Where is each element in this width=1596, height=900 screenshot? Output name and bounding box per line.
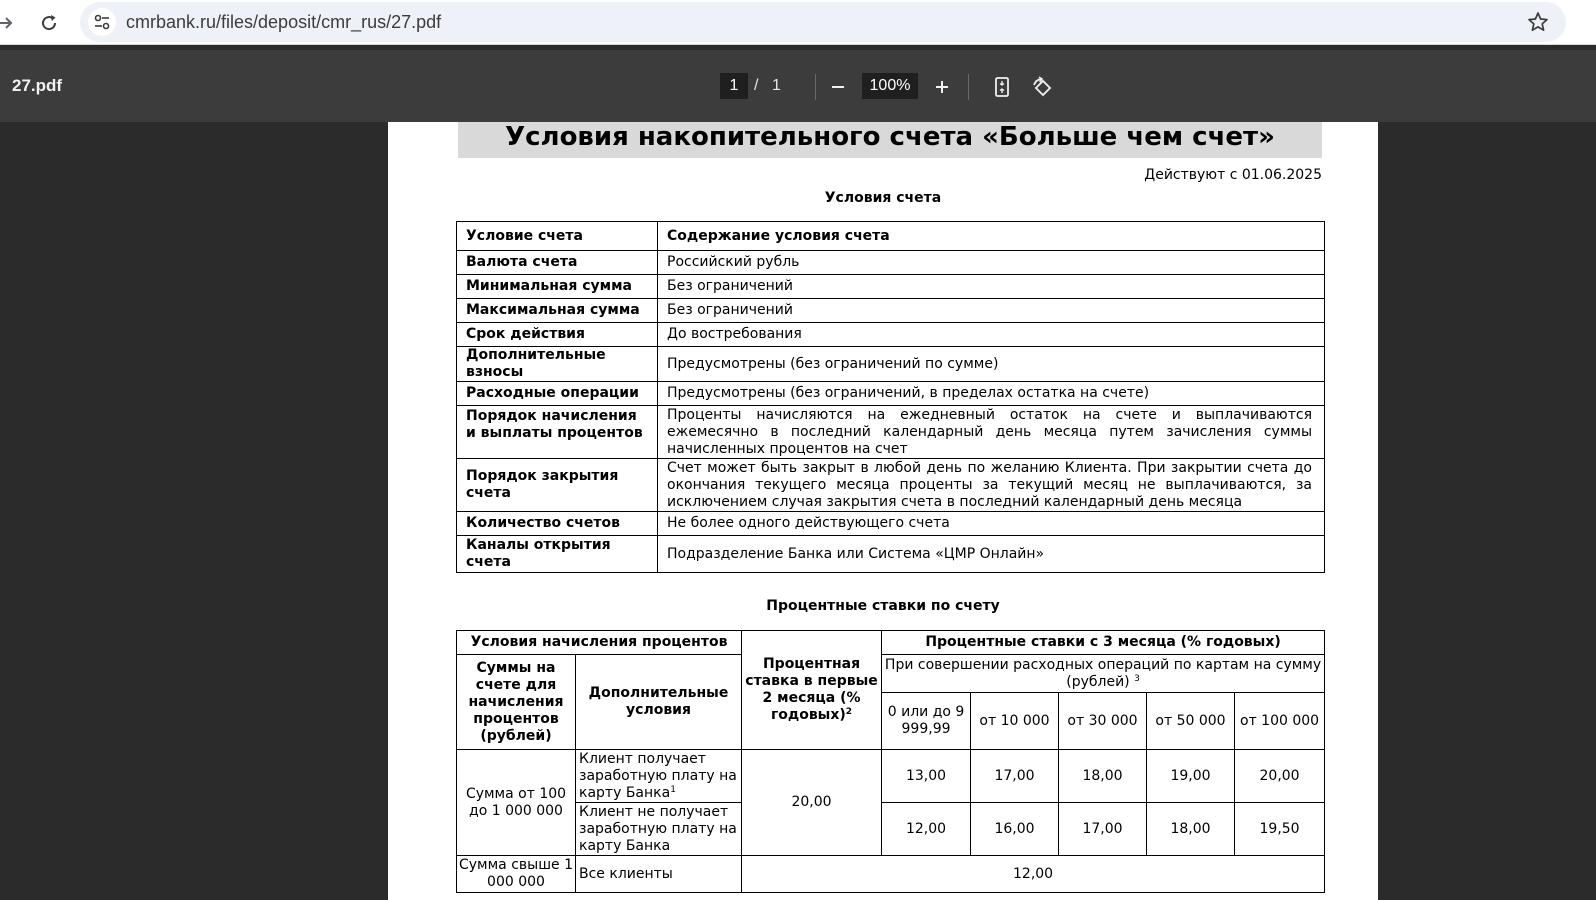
rate-cell: 20,00 bbox=[1235, 750, 1325, 803]
star-icon bbox=[1527, 11, 1549, 33]
table-row bbox=[457, 750, 1325, 803]
address-bar bbox=[0, 0, 1596, 45]
rotate-button[interactable] bbox=[1027, 72, 1057, 102]
toolbar-divider bbox=[968, 74, 969, 100]
page-separator: / bbox=[754, 77, 759, 94]
section-heading-interest-rates: Процентные ставки по счету bbox=[766, 598, 1000, 614]
rate-cell: 18,00 bbox=[1147, 803, 1235, 856]
zoom-out-button[interactable] bbox=[823, 72, 853, 102]
rate-cell: 12,00 bbox=[882, 803, 971, 856]
site-info-button[interactable] bbox=[88, 8, 116, 36]
header-cell: Условие счета bbox=[457, 222, 658, 251]
table-row bbox=[457, 275, 1325, 299]
term-value: Подразделение Банка или Система «ЦМР Онлайн» bbox=[658, 536, 1325, 573]
pdf-toolbar bbox=[0, 50, 1596, 122]
table-row bbox=[457, 382, 1325, 406]
header-cell: Содержание условия счета bbox=[658, 222, 1325, 251]
term-value: Без ограничений bbox=[658, 275, 1325, 299]
footnote-mark: 1 bbox=[670, 784, 676, 795]
tier-header: от 50 000 bbox=[1147, 693, 1235, 750]
amount-cell: Сумма свыше 1 000 000 bbox=[457, 856, 576, 893]
condition-cell bbox=[576, 750, 742, 803]
term-value: Предусмотрены (без ограничений, в пределах остатка на счете) bbox=[658, 382, 1325, 406]
rate-cell: 12,00 bbox=[742, 856, 1325, 893]
table-row bbox=[457, 406, 1325, 459]
term-name: Порядок закрытия счета bbox=[457, 459, 658, 512]
table-header-row bbox=[457, 655, 1325, 693]
header-cell: Процентные ставки с 3 месяца (% годовых) bbox=[882, 631, 1325, 655]
term-name: Количество счетов bbox=[457, 512, 658, 536]
term-name: Дополнительные взносы bbox=[457, 347, 658, 382]
page-total: 1 bbox=[772, 77, 781, 94]
term-name: Минимальная сумма bbox=[457, 275, 658, 299]
effective-date: Действуют с 01.06.2025 bbox=[1144, 167, 1322, 183]
document-title: 27.pdf bbox=[12, 76, 63, 95]
term-value: Без ограничений bbox=[658, 299, 1325, 323]
forward-button[interactable] bbox=[0, 8, 20, 38]
condition-text: Клиент получает заработную плату на карту Банка bbox=[579, 750, 737, 801]
rate-cell: 19,00 bbox=[1147, 750, 1235, 803]
condition-cell: Клиент не получает заработную плату на карту Банка bbox=[576, 803, 742, 856]
header-text: При совершении расходных операций по картам на сумму (рублей) bbox=[884, 656, 1322, 690]
rate-cell: 20,00 bbox=[742, 750, 882, 856]
omnibox[interactable] bbox=[80, 2, 1566, 42]
term-value: Российский рубль bbox=[658, 251, 1325, 275]
rate-cell: 13,00 bbox=[882, 750, 971, 803]
account-terms-table bbox=[456, 221, 1325, 573]
table-header-row bbox=[457, 222, 1325, 251]
minus-icon bbox=[829, 78, 847, 96]
tier-header: от 100 000 bbox=[1235, 693, 1325, 750]
tune-icon bbox=[93, 13, 111, 31]
table-row bbox=[457, 323, 1325, 347]
arrow-right-icon bbox=[0, 14, 14, 32]
header-cell: Суммы на счете для начисления процентов (рублей) bbox=[457, 655, 576, 750]
plus-icon bbox=[933, 78, 951, 96]
fit-page-icon bbox=[992, 76, 1012, 98]
term-value: Счет может быть закрыт в любой день по желанию Клиента. При закрытии счета до окончания текущего месяца проценты за текущий месяц не выплачиваются, за исключением случая закрытия счета в последний календарный день месяца bbox=[658, 459, 1325, 512]
rate-cell: 18,00 bbox=[1059, 750, 1147, 803]
page-number-input[interactable]: 1 bbox=[720, 73, 748, 99]
reload-button[interactable] bbox=[34, 8, 64, 38]
bookmark-button[interactable] bbox=[1526, 10, 1550, 34]
rate-cell: 17,00 bbox=[1059, 803, 1147, 856]
header-cell bbox=[742, 631, 882, 750]
rotate-icon bbox=[1031, 76, 1053, 98]
table-row bbox=[457, 536, 1325, 573]
header-cell: Дополнительные условия bbox=[576, 655, 742, 750]
table-row bbox=[457, 459, 1325, 512]
condition-cell: Все клиенты bbox=[576, 856, 742, 893]
term-name: Порядок начисления и выплаты процентов bbox=[457, 406, 658, 459]
header-cell: Условия начисления процентов bbox=[457, 631, 742, 655]
term-name: Расходные операции bbox=[457, 382, 658, 406]
term-value: Предусмотрены (без ограничений по сумме) bbox=[658, 347, 1325, 382]
term-value: Проценты начисляются на ежедневный остаток на счете и выплачиваются ежемесячно в последний календарный день месяца путем зачисления суммы начисленных процентов на счет bbox=[658, 406, 1325, 459]
table-row bbox=[457, 347, 1325, 382]
rate-cell: 16,00 bbox=[971, 803, 1059, 856]
tier-header: от 10 000 bbox=[971, 693, 1059, 750]
table-row bbox=[457, 803, 1325, 856]
table-header-row bbox=[457, 631, 1325, 655]
amount-cell: Сумма от 100 до 1 000 000 bbox=[457, 750, 576, 856]
url-text[interactable]: cmrbank.ru/files/deposit/cmr_rus/27.pdf bbox=[126, 12, 442, 32]
header-text: Процентная ставка в первые 2 месяца (% годовых) bbox=[745, 656, 878, 723]
reload-icon bbox=[39, 13, 59, 33]
table-row bbox=[457, 856, 1325, 893]
term-value: Не более одного действующего счета bbox=[658, 512, 1325, 536]
fit-page-button[interactable] bbox=[987, 72, 1017, 102]
term-name: Максимальная сумма bbox=[457, 299, 658, 323]
document-heading: Условия накопительного счета «Больше чем счет» bbox=[458, 122, 1322, 158]
pdf-page bbox=[388, 122, 1378, 900]
rate-cell: 19,50 bbox=[1235, 803, 1325, 856]
table-row bbox=[457, 299, 1325, 323]
table-row bbox=[457, 251, 1325, 275]
rate-cell: 17,00 bbox=[971, 750, 1059, 803]
footnote-mark: 2 bbox=[845, 707, 853, 717]
term-name: Каналы открытия счета bbox=[457, 536, 658, 573]
header-cell bbox=[882, 655, 1325, 693]
zoom-in-button[interactable] bbox=[927, 72, 957, 102]
term-name: Срок действия bbox=[457, 323, 658, 347]
footnote-mark: 3 bbox=[1134, 673, 1140, 684]
term-value: До востребования bbox=[658, 323, 1325, 347]
term-name: Валюта счета bbox=[457, 251, 658, 275]
tier-header: от 30 000 bbox=[1059, 693, 1147, 750]
section-heading-account-terms: Условия счета bbox=[824, 190, 942, 206]
table-row bbox=[457, 512, 1325, 536]
toolbar-divider bbox=[815, 74, 816, 100]
tier-header: 0 или до 9 999,99 bbox=[882, 693, 971, 750]
zoom-level-input[interactable]: 100% bbox=[862, 73, 918, 99]
interest-rates-table bbox=[456, 630, 1325, 893]
